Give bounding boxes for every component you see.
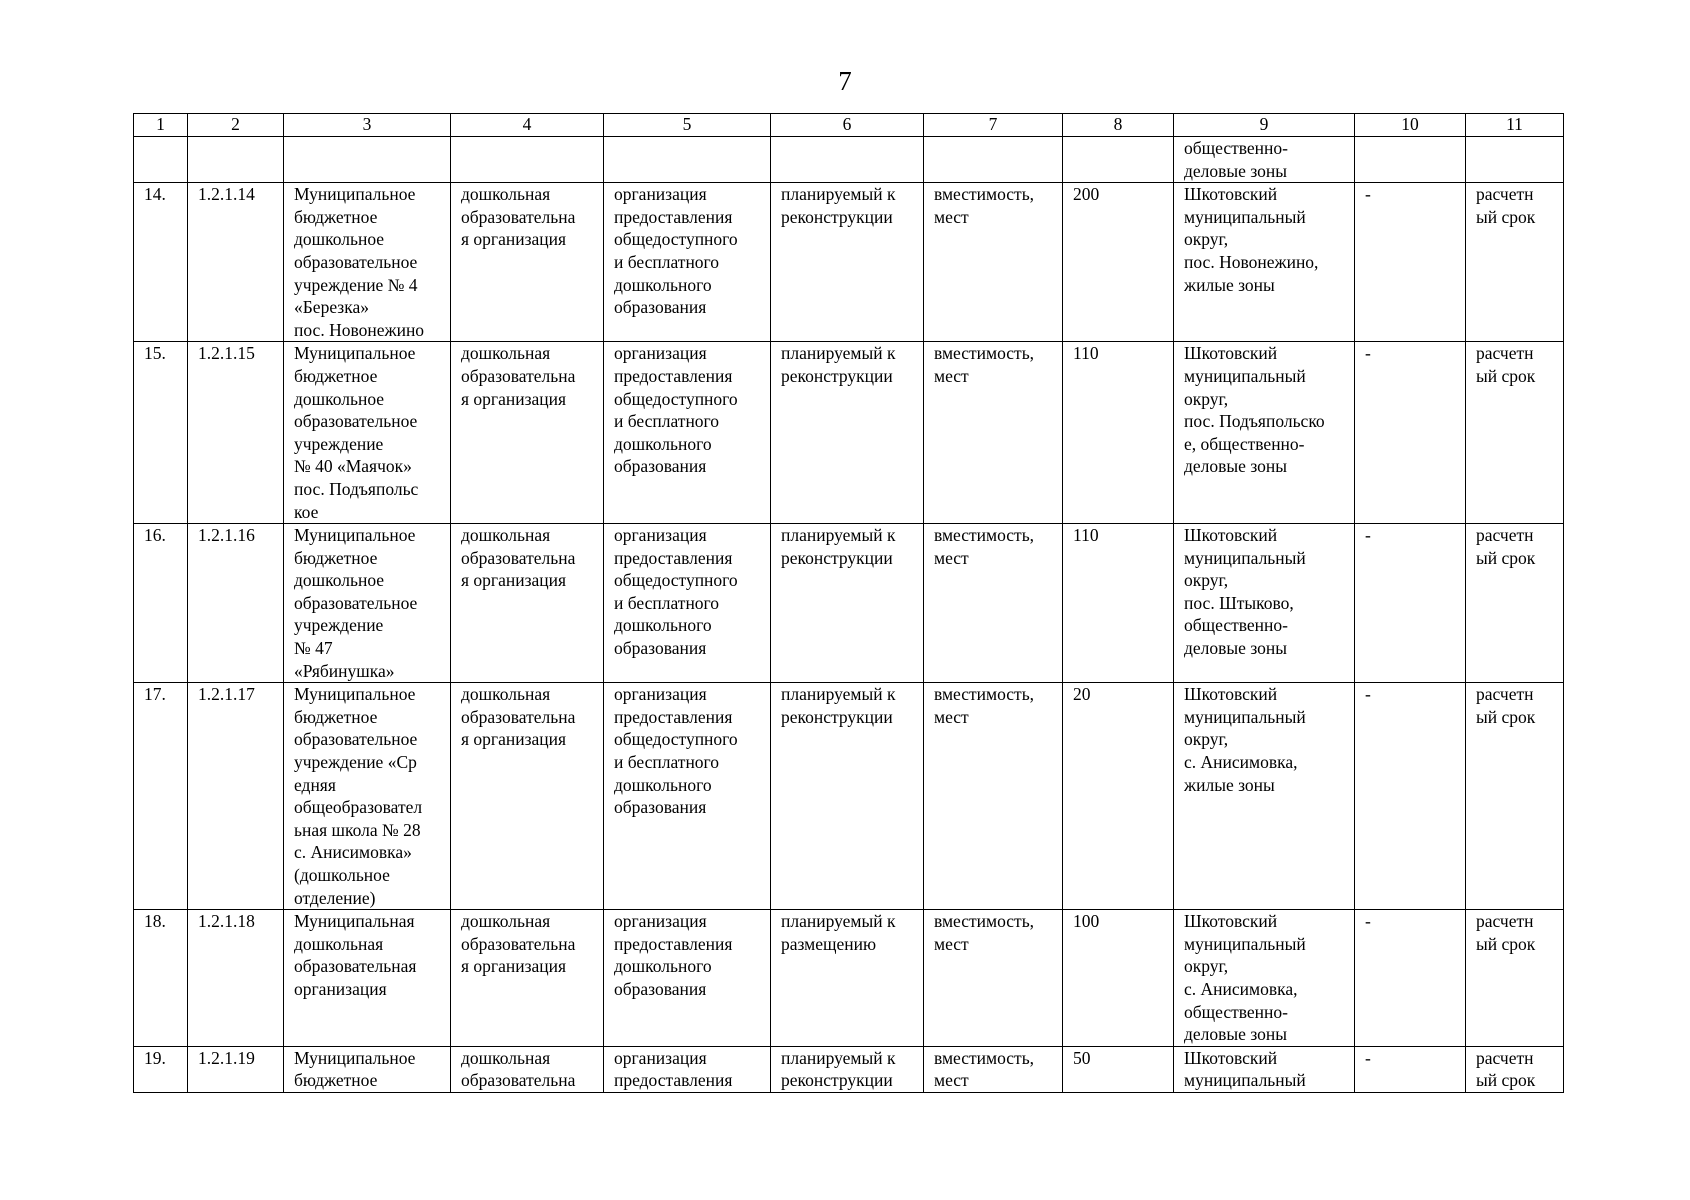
term-cell (1466, 524, 1564, 683)
cell-text: организация предоставления дошкольного образования (614, 911, 733, 999)
column-number-cell: 2 (188, 114, 284, 137)
column-number-cell: 10 (1355, 114, 1466, 137)
value-cell (1063, 524, 1174, 683)
cell-text: вместимость, мест (934, 343, 1035, 386)
characteristic-cell (924, 910, 1063, 1047)
column-number-cell: 9 (1174, 114, 1355, 137)
characteristic-cell (924, 137, 1063, 183)
cell-text: 1.2.1.18 (198, 911, 255, 932)
cell-text: 20 (1073, 684, 1091, 705)
object-name-cell (284, 137, 451, 183)
cell-text: планируемый к реконструкции (781, 184, 896, 227)
term-cell (1466, 683, 1564, 910)
location-cell (1174, 342, 1355, 524)
cell-text: организация предоставления общедоступного и бесплатного дошкольного образования (614, 684, 738, 818)
cell-text: Шкотовский муниципальный округ, пос. Новонежино, жилые зоны (1184, 184, 1319, 295)
column-number-cell: 3 (284, 114, 451, 137)
location-cell (1174, 910, 1355, 1047)
cell-text: дошкольная образовательна я организация (461, 525, 576, 591)
cell-text: - (1365, 343, 1371, 364)
cell-text: Муниципальная дошкольная образовательная организация (294, 911, 417, 999)
cell-text: дошкольная образовательна я организация (461, 343, 576, 409)
cell-text: расчетн ый срок (1476, 684, 1536, 727)
cell-text: вместимость, мест (934, 684, 1035, 727)
cell-text: вместимость, мест (934, 525, 1035, 568)
cell-text: 1.2.1.14 (198, 184, 255, 205)
row-number-cell (134, 910, 188, 1047)
object-type-cell (451, 1046, 604, 1092)
code-cell (188, 137, 284, 183)
value-cell (1063, 683, 1174, 910)
value-cell (1063, 183, 1174, 342)
object-type-cell (451, 910, 604, 1047)
status-cell (771, 910, 924, 1047)
cell-text: Муниципальное бюджетное дошкольное образовательное учреждение № 4 «Березка» пос. Новонежино (294, 184, 425, 340)
location-cell (1174, 183, 1355, 342)
page-number: 7 (838, 66, 852, 96)
object-type-cell (451, 342, 604, 524)
code-cell (188, 183, 284, 342)
purpose-cell (604, 183, 771, 342)
column-number-cell: 6 (771, 114, 924, 137)
value-cell (1063, 1046, 1174, 1092)
status-cell (771, 524, 924, 683)
table-row (134, 183, 1564, 342)
object-name-cell (284, 524, 451, 683)
cell-text: 110 (1073, 525, 1099, 546)
column-number-cell: 5 (604, 114, 771, 137)
term-cell (1466, 1046, 1564, 1092)
object-name-cell (284, 342, 451, 524)
location-cell (1174, 1046, 1355, 1092)
cell-text: 18. (144, 911, 166, 932)
object-type-cell (451, 524, 604, 683)
table-row (134, 137, 1564, 183)
cell-text: организация предоставления общедоступного и бесплатного дошкольного образования (614, 343, 738, 477)
cell-text: планируемый к реконструкции (781, 525, 896, 568)
status-cell (771, 137, 924, 183)
purpose-cell (604, 683, 771, 910)
cell-text: планируемый к реконструкции (781, 1047, 896, 1091)
row-number-cell (134, 1046, 188, 1092)
column-number-cell: 8 (1063, 114, 1174, 137)
cell-text: планируемый к реконструкции (781, 684, 896, 727)
cell-text: - (1365, 1047, 1371, 1068)
cell-text: 14. (144, 184, 166, 205)
characteristic-cell (924, 683, 1063, 910)
cell-text: вместимость, мест (934, 184, 1035, 227)
cell-text: Муниципальное бюджетное образовательное учреждение «Ср едняя общеобразовател ьная школа № 28 с. Анисимовка» (дошкольное отделение) (294, 684, 423, 908)
cell-text: 1.2.1.19 (198, 1047, 255, 1068)
row-number-cell (134, 524, 188, 683)
cell-text: 19. (144, 1047, 166, 1068)
cell-text: организация предоставления общедоступного и бесплатного дошкольного образования (614, 525, 738, 659)
value-cell (1063, 137, 1174, 183)
object-type-cell (451, 183, 604, 342)
cell-text: дошкольная образовательна я организация (461, 684, 576, 750)
cell-text: 110 (1073, 343, 1099, 364)
table-body (134, 114, 1564, 1093)
cell-text: дошкольная образовательна я организация (461, 184, 576, 250)
cell-text: - (1365, 525, 1371, 546)
table-row (134, 910, 1564, 1047)
cell-text: Шкотовский муниципальный округ, пос. Штыково, общественно- деловые зоны (1184, 525, 1306, 659)
code-cell (188, 524, 284, 683)
cell-text: Шкотовский муниципальный (1184, 1047, 1306, 1091)
cell-text: расчетн ый срок (1476, 911, 1536, 954)
cell-text: - (1365, 184, 1371, 205)
status-cell (771, 183, 924, 342)
characteristic-cell (924, 342, 1063, 524)
cell-text: 1.2.1.17 (198, 684, 255, 705)
object-name-cell (284, 910, 451, 1047)
object-name-cell (284, 183, 451, 342)
cell-text: 15. (144, 343, 166, 364)
term-cell (1466, 137, 1564, 183)
row-number-cell (134, 342, 188, 524)
cell-text: Шкотовский муниципальный округ, с. Анисимовка, общественно- деловые зоны (1184, 911, 1306, 1045)
cell-text: - (1365, 911, 1371, 932)
cell-text: 1.2.1.16 (198, 525, 255, 546)
value-cell (1063, 342, 1174, 524)
row-number-cell (134, 683, 188, 910)
term-cell (1466, 183, 1564, 342)
characteristic-cell (924, 183, 1063, 342)
location-cell (1174, 524, 1355, 683)
cell-text: 1.2.1.15 (198, 343, 255, 364)
zone-cell (1355, 910, 1466, 1047)
planned-objects-table (133, 113, 1564, 1093)
zone-cell (1355, 137, 1466, 183)
cell-text: Муниципальное бюджетное дошкольное образовательное учреждение № 40 «Маячок» пос. Подъяпольс кое (294, 343, 419, 522)
column-number-cell: 11 (1466, 114, 1564, 137)
table-row (134, 342, 1564, 524)
column-number-cell: 4 (451, 114, 604, 137)
object-type-cell (451, 137, 604, 183)
table-row (134, 1046, 1564, 1092)
cell-text: организация предоставления общедоступного и бесплатного дошкольного образования (614, 184, 738, 318)
code-cell (188, 683, 284, 910)
column-number-cell: 7 (924, 114, 1063, 137)
cell-text: расчетн ый срок (1476, 184, 1536, 227)
cell-text: вместимость, мест (934, 1047, 1035, 1091)
characteristic-cell (924, 524, 1063, 683)
purpose-cell (604, 137, 771, 183)
status-cell (771, 342, 924, 524)
cell-text: дошкольная образовательна (461, 1047, 576, 1091)
characteristic-cell (924, 1046, 1063, 1092)
cell-text: - (1365, 684, 1371, 705)
object-name-cell (284, 683, 451, 910)
code-cell (188, 342, 284, 524)
cell-text: планируемый к размещению (781, 911, 896, 954)
status-cell (771, 1046, 924, 1092)
purpose-cell (604, 910, 771, 1047)
cell-text: дошкольная образовательна я организация (461, 911, 576, 977)
cell-text: общественно- деловые зоны (1184, 138, 1288, 181)
zone-cell (1355, 524, 1466, 683)
column-number-row (134, 114, 1564, 137)
column-number-cell: 1 (134, 114, 188, 137)
object-type-cell (451, 683, 604, 910)
table-row (134, 683, 1564, 910)
location-cell (1174, 683, 1355, 910)
cell-text: 17. (144, 684, 166, 705)
code-cell (188, 910, 284, 1047)
cell-text: расчетн ый срок (1476, 525, 1536, 568)
zone-cell (1355, 1046, 1466, 1092)
row-number-cell (134, 183, 188, 342)
term-cell (1466, 342, 1564, 524)
object-name-cell (284, 1046, 451, 1092)
term-cell (1466, 910, 1564, 1047)
cell-text: Муниципальное бюджетное (294, 1047, 416, 1091)
purpose-cell (604, 1046, 771, 1092)
cell-text: 16. (144, 525, 166, 546)
cell-text: планируемый к реконструкции (781, 343, 896, 386)
cell-text: вместимость, мест (934, 911, 1035, 954)
zone-cell (1355, 683, 1466, 910)
cell-text: Шкотовский муниципальный округ, с. Анисимовка, жилые зоны (1184, 684, 1306, 795)
value-cell (1063, 910, 1174, 1047)
row-number-cell (134, 137, 188, 183)
cell-text: организация предоставления (614, 1047, 733, 1091)
location-cell (1174, 137, 1355, 183)
cell-text: расчетн ый срок (1476, 1047, 1536, 1091)
cell-text: 200 (1073, 184, 1100, 205)
table-row (134, 524, 1564, 683)
zone-cell (1355, 183, 1466, 342)
purpose-cell (604, 342, 771, 524)
status-cell (771, 683, 924, 910)
cell-text: 100 (1073, 911, 1100, 932)
cell-text: Шкотовский муниципальный округ, пос. Подъяпольско е, общественно- деловые зоны (1184, 343, 1325, 477)
cell-text: 50 (1073, 1047, 1091, 1068)
cell-text: расчетн ый срок (1476, 343, 1536, 386)
zone-cell (1355, 342, 1466, 524)
cell-text: Муниципальное бюджетное дошкольное образовательное учреждение № 47 «Рябинушка» (294, 525, 418, 681)
code-cell (188, 1046, 284, 1092)
purpose-cell (604, 524, 771, 683)
